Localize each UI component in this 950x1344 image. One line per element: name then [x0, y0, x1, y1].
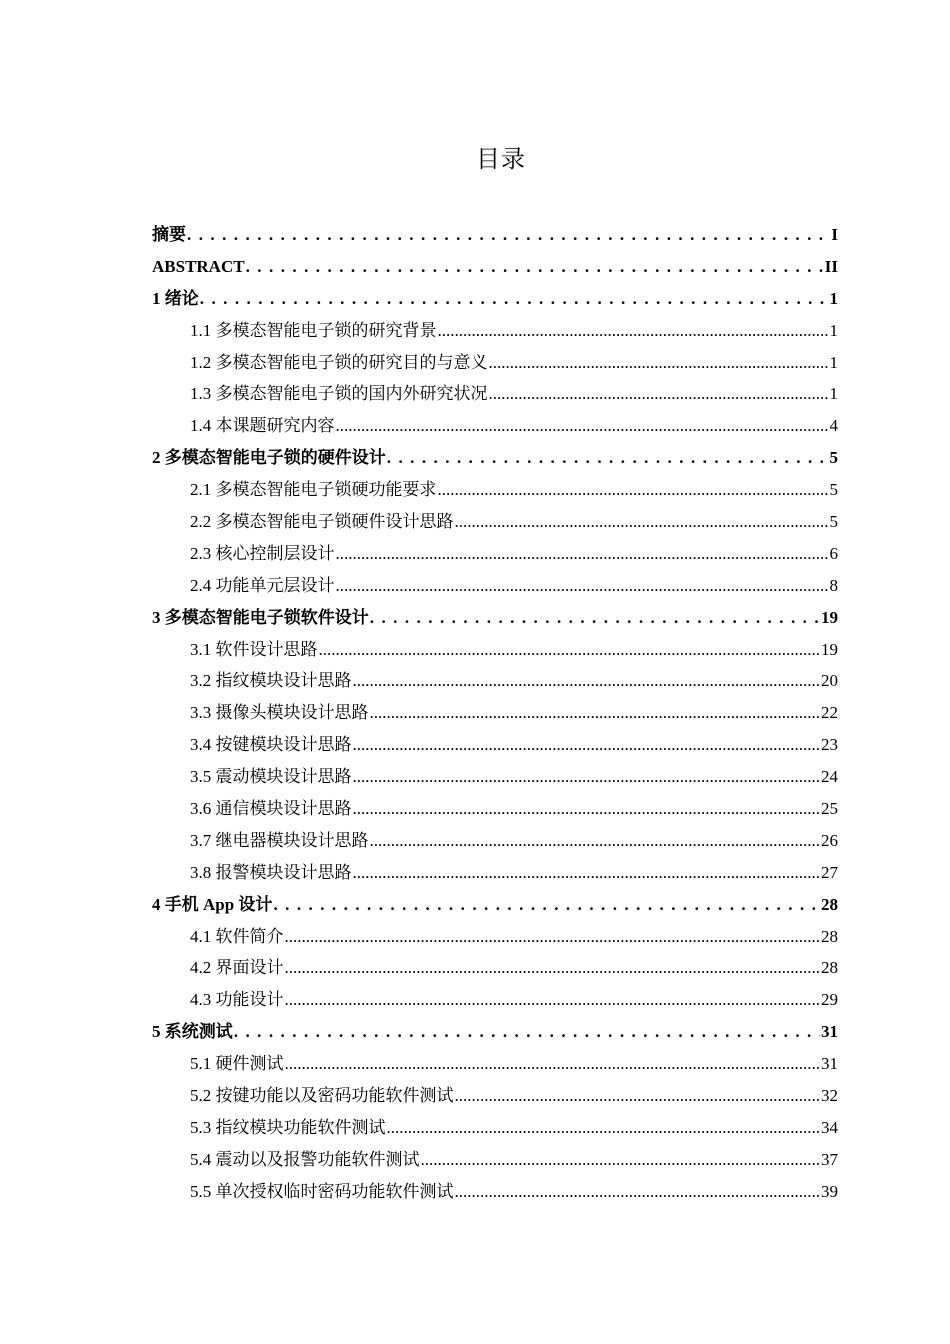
- toc-dot-leader: [336, 410, 829, 442]
- toc-page-number: 23: [821, 735, 838, 755]
- toc-dot-leader: [353, 793, 821, 825]
- toc-section-entry[interactable]: [152, 538, 838, 570]
- toc-page-number: 1: [829, 352, 838, 372]
- toc-chapter-entry[interactable]: [152, 442, 838, 474]
- toc-entry-label: 5.2 按键功能以及密码功能软件测试: [190, 1086, 454, 1106]
- toc-section-entry[interactable]: [152, 1144, 838, 1176]
- toc-entry-label: 3.2 指纹模块设计思路: [190, 671, 352, 691]
- toc-section-entry[interactable]: [152, 1112, 838, 1144]
- toc-dot-leader: [336, 538, 829, 570]
- toc-dot-leader: [387, 1112, 821, 1144]
- toc-page-number: 31: [821, 1054, 838, 1074]
- toc-dot-leader: [285, 921, 821, 953]
- toc-page-number: 1: [829, 384, 838, 404]
- toc-page-number: 29: [821, 990, 838, 1010]
- toc-entry-label: 5 系统测试: [152, 1022, 233, 1042]
- toc-page-number: 28: [821, 958, 838, 978]
- toc-dot-leader: [455, 1080, 821, 1112]
- toc-entry-label: 4 手机 App 设计: [152, 894, 273, 914]
- toc-section-entry[interactable]: [152, 1080, 838, 1112]
- toc-section-entry[interactable]: [152, 761, 838, 793]
- toc-dot-leader: [353, 729, 821, 761]
- toc-section-entry[interactable]: [152, 825, 838, 857]
- toc-entry-label: 2.1 多模态智能电子锁硬功能要求: [190, 480, 437, 500]
- toc-page-number: 8: [829, 575, 838, 595]
- toc-section-entry[interactable]: [152, 1176, 838, 1208]
- toc-section-entry[interactable]: [152, 1048, 838, 1080]
- toc-section-entry[interactable]: [152, 952, 838, 984]
- toc-page-number: 5: [829, 480, 838, 500]
- toc-section-entry[interactable]: [152, 410, 838, 442]
- toc-entry-label: 1.1 多模态智能电子锁的研究背景: [190, 320, 437, 340]
- toc-dot-leader: [370, 825, 821, 857]
- toc-entry-label: 2.2 多模态智能电子锁硬件设计思路: [190, 512, 454, 532]
- toc-page-number: 27: [821, 862, 838, 882]
- toc-dot-leader: [353, 761, 821, 793]
- toc-section-entry[interactable]: [152, 378, 838, 410]
- toc-dot-leader: [455, 1176, 821, 1208]
- toc-chapter-entry[interactable]: [152, 251, 838, 283]
- toc-entry-label: 2.3 核心控制层设计: [190, 543, 335, 563]
- toc-entry-label: 4.1 软件简介: [190, 926, 284, 946]
- toc-section-entry[interactable]: [152, 793, 838, 825]
- toc-dot-leader: [489, 378, 829, 410]
- toc-dot-leader: [319, 634, 821, 666]
- toc-dot-leader: [370, 602, 820, 634]
- toc-entry-label: 2.4 功能单元层设计: [190, 575, 335, 595]
- toc-chapter-entry[interactable]: [152, 602, 838, 634]
- toc-chapter-entry[interactable]: [152, 283, 838, 315]
- toc-dot-leader: [353, 857, 821, 889]
- toc-dot-leader: [273, 889, 820, 921]
- toc-dot-leader: [438, 474, 829, 506]
- toc-entry-label: 3.8 报警模块设计思路: [190, 862, 352, 882]
- toc-page-number: 31: [821, 1022, 838, 1042]
- toc-dot-leader: [438, 315, 829, 347]
- toc-entry-label: 5.1 硬件测试: [190, 1054, 284, 1074]
- toc-chapter-entry[interactable]: [152, 1016, 838, 1048]
- toc-page-number: I: [831, 225, 838, 244]
- toc-entry-label: 3.5 震动模块设计思路: [190, 767, 352, 787]
- toc-dot-leader: [421, 1144, 821, 1176]
- toc-entry-label: 4.3 功能设计: [190, 990, 284, 1010]
- table-of-contents: [152, 219, 838, 1208]
- toc-dot-leader: [387, 442, 829, 474]
- toc-page-number: 25: [821, 799, 838, 819]
- toc-dot-leader: [285, 984, 821, 1016]
- toc-entry-label: 1.4 本课题研究内容: [190, 416, 335, 436]
- toc-page-number: 5: [829, 448, 838, 468]
- toc-section-entry[interactable]: [152, 729, 838, 761]
- toc-dot-leader: [370, 697, 821, 729]
- toc-entry-label: 3.7 继电器模块设计思路: [190, 830, 369, 850]
- toc-section-entry[interactable]: [152, 697, 838, 729]
- toc-page-number: 19: [821, 639, 838, 659]
- toc-entry-label: 摘要: [152, 225, 186, 244]
- toc-dot-leader: [234, 1016, 820, 1048]
- toc-dot-leader: [353, 665, 821, 697]
- toc-entry-label: 3.4 按键模块设计思路: [190, 735, 352, 755]
- toc-entry-label: 5.4 震动以及报警功能软件测试: [190, 1149, 420, 1169]
- toc-page-number: 19: [821, 607, 838, 627]
- toc-dot-leader: [200, 283, 829, 315]
- toc-section-entry[interactable]: [152, 665, 838, 697]
- toc-page-number: 1: [829, 320, 838, 340]
- toc-dot-leader: [455, 506, 829, 538]
- toc-page-number: 32: [821, 1086, 838, 1106]
- toc-dot-leader: [246, 251, 824, 283]
- toc-section-entry[interactable]: [152, 570, 838, 602]
- toc-page-number: 4: [829, 416, 838, 436]
- page-title: 目录: [476, 145, 526, 173]
- toc-page-number: 6: [829, 543, 838, 563]
- toc-page-number: 37: [821, 1149, 838, 1169]
- toc-section-entry[interactable]: [152, 347, 838, 379]
- toc-chapter-entry[interactable]: [152, 219, 838, 251]
- toc-entry-label: 1.2 多模态智能电子锁的研究目的与意义: [190, 352, 488, 372]
- toc-page-number: 24: [821, 767, 838, 787]
- toc-section-entry[interactable]: [152, 921, 838, 953]
- toc-entry-label: 4.2 界面设计: [190, 958, 284, 978]
- toc-entry-label: 3.3 摄像头模块设计思路: [190, 703, 369, 723]
- toc-entry-label: 1.3 多模态智能电子锁的国内外研究状况: [190, 384, 488, 404]
- toc-page-number: 1: [829, 288, 838, 308]
- toc-page-number: 22: [821, 703, 838, 723]
- toc-page-number: II: [824, 256, 838, 276]
- toc-section-entry[interactable]: [152, 857, 838, 889]
- toc-dot-leader: [489, 347, 829, 379]
- toc-entry-label: 5.5 单次授权临时密码功能软件测试: [190, 1181, 454, 1201]
- toc-chapter-entry[interactable]: [152, 889, 838, 921]
- toc-entry-label: 1 绪论: [152, 288, 199, 308]
- toc-page-number: 39: [821, 1181, 838, 1201]
- toc-entry-label: 3.1 软件设计思路: [190, 639, 318, 659]
- toc-dot-leader: [336, 570, 829, 602]
- toc-section-entry[interactable]: [152, 634, 838, 666]
- toc-page-number: 26: [821, 830, 838, 850]
- toc-page-number: 20: [821, 671, 838, 691]
- toc-dot-leader: [187, 219, 830, 251]
- toc-page-number: 28: [821, 926, 838, 946]
- toc-page-number: 28: [821, 894, 838, 914]
- toc-entry-label: 5.3 指纹模块功能软件测试: [190, 1117, 386, 1137]
- toc-section-entry[interactable]: [152, 474, 838, 506]
- toc-section-entry[interactable]: [152, 506, 838, 538]
- toc-section-entry[interactable]: [152, 315, 838, 347]
- toc-section-entry[interactable]: [152, 984, 838, 1016]
- toc-dot-leader: [285, 1048, 821, 1080]
- toc-dot-leader: [285, 952, 821, 984]
- toc-page-number: 34: [821, 1117, 838, 1137]
- toc-entry-label: 3 多模态智能电子锁软件设计: [152, 607, 369, 627]
- toc-entry-label: 2 多模态智能电子锁的硬件设计: [152, 448, 386, 468]
- toc-page-number: 5: [829, 512, 838, 532]
- toc-entry-label: 3.6 通信模块设计思路: [190, 799, 352, 819]
- toc-entry-label: ABSTRACT: [152, 256, 245, 276]
